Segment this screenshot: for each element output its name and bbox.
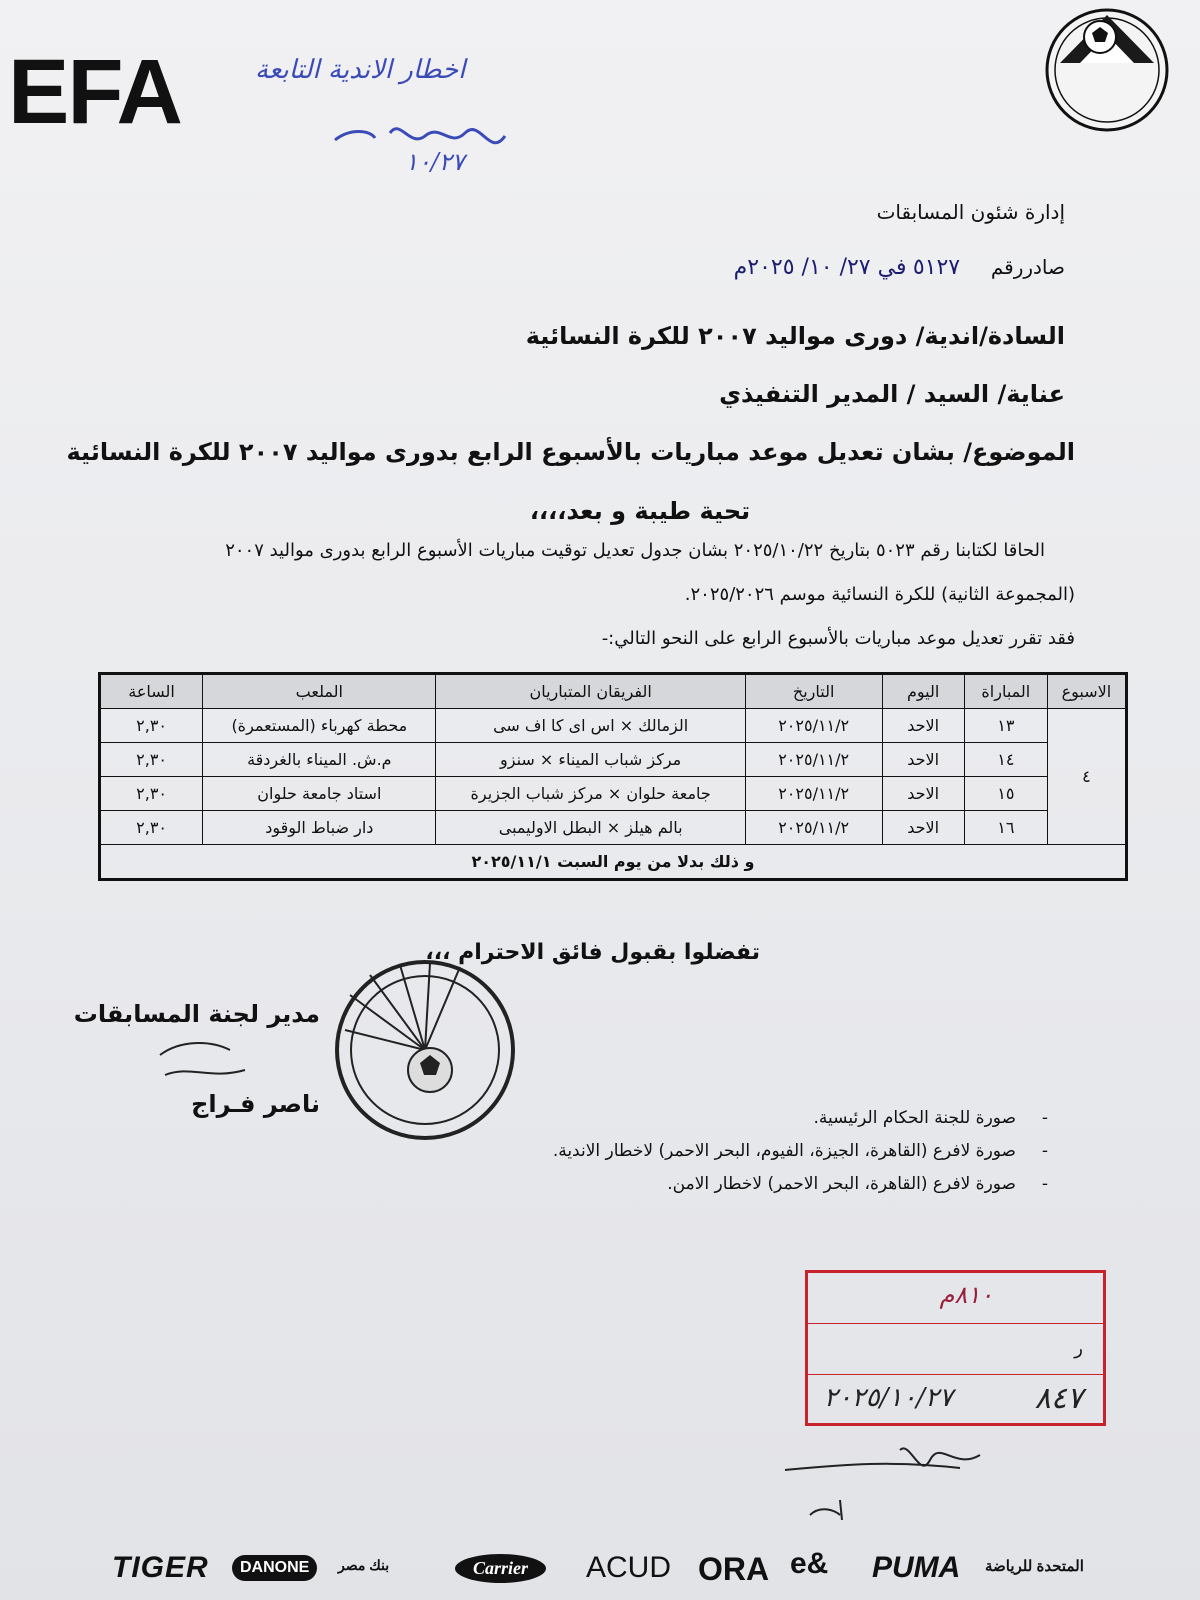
teams-cell: مركز شباب الميناء × سنزو [436,743,745,777]
teams-cell: جامعة حلوان × مركز شباب الجزيرة [436,777,745,811]
copies-list [553,1108,1060,1207]
table-row [100,709,1127,743]
teams-cell: الزمالك × اس اى كا اف سى [436,709,745,743]
body-line-3: فقد تقرر تعديل موعد مباريات بالأسبوع الرابع على النحو التالي:- [601,628,1075,649]
stamp-row [808,1324,1103,1375]
col-day: اليوم [882,674,964,709]
sponsor-banque-misr: بنك مصر [338,1557,390,1573]
teams-cell: بالم هيلز × البطل الاوليمبى [436,811,745,845]
date-cell: ٢٠٢٥/١١/٢ [745,709,882,743]
table-header-row [100,674,1127,709]
day-cell: الاحد [882,709,964,743]
table-row [100,743,1127,777]
col-teams: الفريقان المتباريان [436,674,745,709]
subject-line: الموضوع/ بشان تعديل موعد مباريات بالأسبوع الرابع بدورى مواليد ٢٠٠٧ للكرة النسائية [66,438,1075,466]
addressee: السادة/اندية/ دورى مواليد ٢٠٠٧ للكرة النسائية [525,322,1065,350]
stadium-cell: م.ش. الميناء بالغردقة [203,743,436,777]
signature-name: ناصر فـراج [191,1090,320,1118]
stadium-cell: استاد جامعة حلوان [203,777,436,811]
sponsor-tiger: TIGER [112,1551,209,1584]
official-seal-icon [330,955,520,1145]
sponsor-puma: PUMA [872,1551,961,1584]
col-time: الساعة [100,674,203,709]
signature-title: مدير لجنة المسابقات [73,1000,320,1028]
issued-line [0,255,1065,280]
department-name: إدارة شئون المسابقات [876,200,1065,224]
body-line-2: (المجموعة الثانية) للكرة النسائية موسم ٢٠٢٥/٢٠٢٦. [684,584,1075,605]
match-cell: ١٤ [964,743,1047,777]
receipt-signature-icon [780,1430,1020,1540]
match-cell: ١٦ [964,811,1047,845]
col-stadium: الملعب [203,674,436,709]
sponsor-etisalat: e& [790,1547,829,1580]
stamp-row [808,1375,1103,1425]
match-cell: ١٥ [964,777,1047,811]
closing-text: تفضلوا بقبول فائق الاحترام ،،، [425,940,760,965]
table-note-row [100,845,1127,880]
table-note: و ذلك بدلا من يوم السبت ٢٠٢٥/١١/١ [100,845,1127,880]
list-item: - صورة للجنة الحكام الرئيسية. [553,1108,1060,1141]
stamp-number: ٨٤٧ [1034,1381,1083,1416]
efa-wordmark: EFA [8,41,181,143]
time-cell: ٢,٣٠ [100,743,203,777]
sponsor-acud: ACUD [586,1551,672,1584]
issued-label: صادررقم [990,255,1065,279]
list-item: - صورة لافرع (القاهرة، البحر الاحمر) لاخطار الامن. [553,1174,1060,1207]
signature-scribble-icon [150,1035,270,1095]
week-cell: ٤ [1047,709,1126,845]
time-cell: ٢,٣٠ [100,709,203,743]
day-cell: الاحد [882,743,964,777]
egyptian-fa-logo-icon [1040,5,1175,135]
greeting: تحية طيبة و بعد،،،، [529,497,751,525]
sponsor-ora: ORA [698,1551,770,1587]
issued-number: ٥١٢٧ [912,255,961,280]
stamp-date: ٢٠٢٥/١٠/٢٧ [823,1383,953,1413]
col-date: التاريخ [745,674,882,709]
date-cell: ٢٠٢٥/١١/٢ [745,743,882,777]
attention-line: عناية/ السيد / المدير التنفيذي [719,380,1065,408]
sponsor-carrier: Carrier [455,1554,546,1583]
sponsor-danone: DANONE [232,1555,317,1581]
stamp-value-2: ر [1074,1338,1083,1359]
day-cell: الاحد [882,777,964,811]
sponsor-united-sports: المتحدة للرياضة [985,1558,1084,1575]
handwritten-note: اخطار الاندية التابعة [255,55,466,85]
table-row [100,811,1127,845]
list-item: - صورة لافرع (القاهرة، الجيزة، الفيوم، البحر الاحمر) لاخطار الاندية. [553,1141,1060,1174]
stadium-cell: دار ضباط الوقود [203,811,436,845]
stadium-cell: محطة كهرباء (المستعمرة) [203,709,436,743]
col-match: المباراة [964,674,1047,709]
time-cell: ٢,٣٠ [100,777,203,811]
match-cell: ١٣ [964,709,1047,743]
time-cell: ٢,٣٠ [100,811,203,845]
date-cell: ٢٠٢٥/١١/٢ [745,811,882,845]
stamp-row [808,1273,1103,1324]
receipt-stamp [805,1270,1106,1426]
stamp-value-1: ٨١٠م [939,1281,993,1309]
handwritten-date: ١٠/٢٧ [405,148,465,176]
day-cell: الاحد [882,811,964,845]
col-week: الاسبوع [1047,674,1126,709]
issued-date: في ٢٧/ ١٠/ ٢٠٢٥م [733,255,907,280]
date-cell: ٢٠٢٥/١١/٢ [745,777,882,811]
table-row [100,777,1127,811]
body-line-1: الحاقا لكتابنا رقم ٥٠٢٣ بتاريخ ٢٠٢٥/١٠/٢٢ بشان جدول تعديل توقيت مباريات الأسبوع الرابع بدورى مواليد ٢٠٠٧ [225,540,1045,561]
schedule-table [98,672,1128,881]
sponsors-bar [0,1545,1200,1595]
